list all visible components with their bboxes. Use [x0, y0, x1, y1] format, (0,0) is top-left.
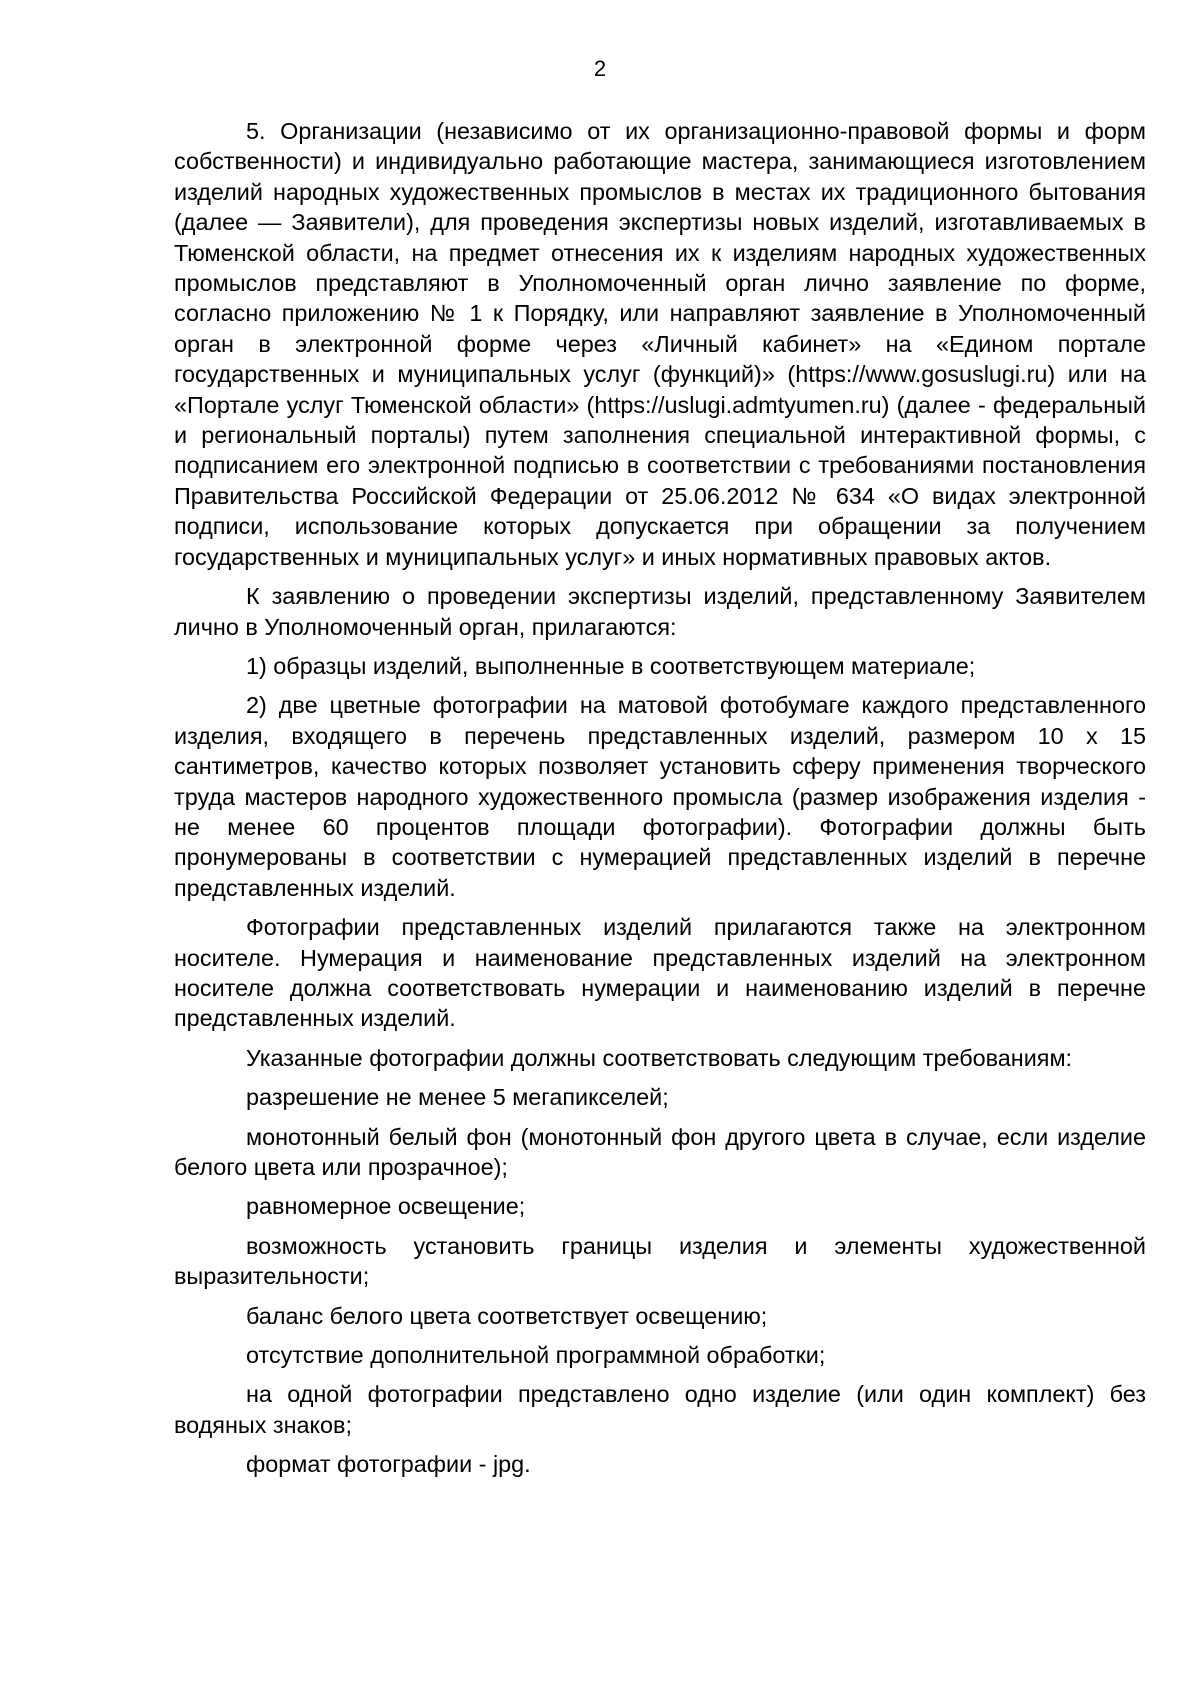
- paragraph-attachments-intro: К заявлению о проведении экспертизы изделий, представленному Заявителем лично в Уполномоченный орган, прилагаются:: [174, 583, 1146, 640]
- document-body: [174, 116, 1146, 1489]
- paragraph-item-samples: 1) образцы изделий, выполненные в соответствующем материале;: [246, 652, 976, 679]
- paragraph-photo-requirements-intro: Указанные фотографии должны соответствовать следующим требованиям:: [246, 1044, 1073, 1071]
- requirement-background: монотонный белый фон (монотонный фон другого цвета в случае, если изделие белого цвета или прозрачное);: [174, 1123, 1146, 1180]
- requirement-no-processing: отсутствие дополнительной программной обработки;: [246, 1342, 826, 1369]
- requirement-white-balance: баланс белого цвета соответствует освещению;: [246, 1302, 768, 1329]
- paragraph-item-photos: 2) две цветные фотографии на матовой фотобумаге каждого представленного изделия, входящего в перечень представленных изделий, размером 10 х 15 сантиметров, качество которых позволяет установить сферу применения творческого труда мастеров народного художественного промысла (размер изображения изделия - не менее 60 процентов площади фотографии). Фотографии должны быть пронумерованы в соответствии с нумерацией представленных изделий в перечне представленных изделий.: [174, 692, 1146, 901]
- paragraph-electronic-media: Фотографии представленных изделий прилагаются также на электронном носителе. Нумерация и наименование представленных изделий на электронном носителе должна соответствовать нумерации и наименованию изделий в перечне представленных изделий.: [174, 914, 1146, 1032]
- page-number: 2: [593, 56, 607, 81]
- paragraph-organizations: 5. Организации (независимо от их организационно-правовой формы и форм собственности) и индивидуально работающие мастера, занимающиеся изготовлением изделий народных художественных промыслов в местах их традиционного бытования (далее — Заявители), для проведения экспертизы новых изделий, изготавливаемых в Тюменской области, на предмет отнесения их к изделиям народных художественных промыслов представляют в Уполномоченный орган лично заявление по форме, согласно приложению № 1 к Порядку, или направляют заявление в Уполномоченный орган в электронной форме через «Личный кабинет» на «Едином портале государственных и муниципальных услуг (функций)» (https://www.gosuslugi.ru) или на «Портале услуг Тюменской области» (https://uslugi.admtyumen.ru) (далее - федеральный и региональный порталы) путем заполнения специальной интерактивной формы, с подписанием его электронной подписью в соответствии с требованиями постановления Правительства Российской Федерации от 25.06.2012 № 634 «О видах электронной подписи, использование которых допускается при обращении за получением государственных и муниципальных услуг» и иных нормативных правовых актов.: [174, 118, 1146, 570]
- requirement-lighting: равномерное освещение;: [246, 1193, 526, 1220]
- requirement-resolution: разрешение не менее 5 мегапикселей;: [246, 1084, 669, 1111]
- requirement-boundaries: возможность установить границы изделия и элементы художественной выразительности;: [174, 1232, 1146, 1290]
- requirement-format: формат фотографии - jpg.: [246, 1451, 531, 1478]
- requirement-single-item: на одной фотографии представлено одно изделие (или один комплект) без водяных знаков;: [174, 1381, 1146, 1438]
